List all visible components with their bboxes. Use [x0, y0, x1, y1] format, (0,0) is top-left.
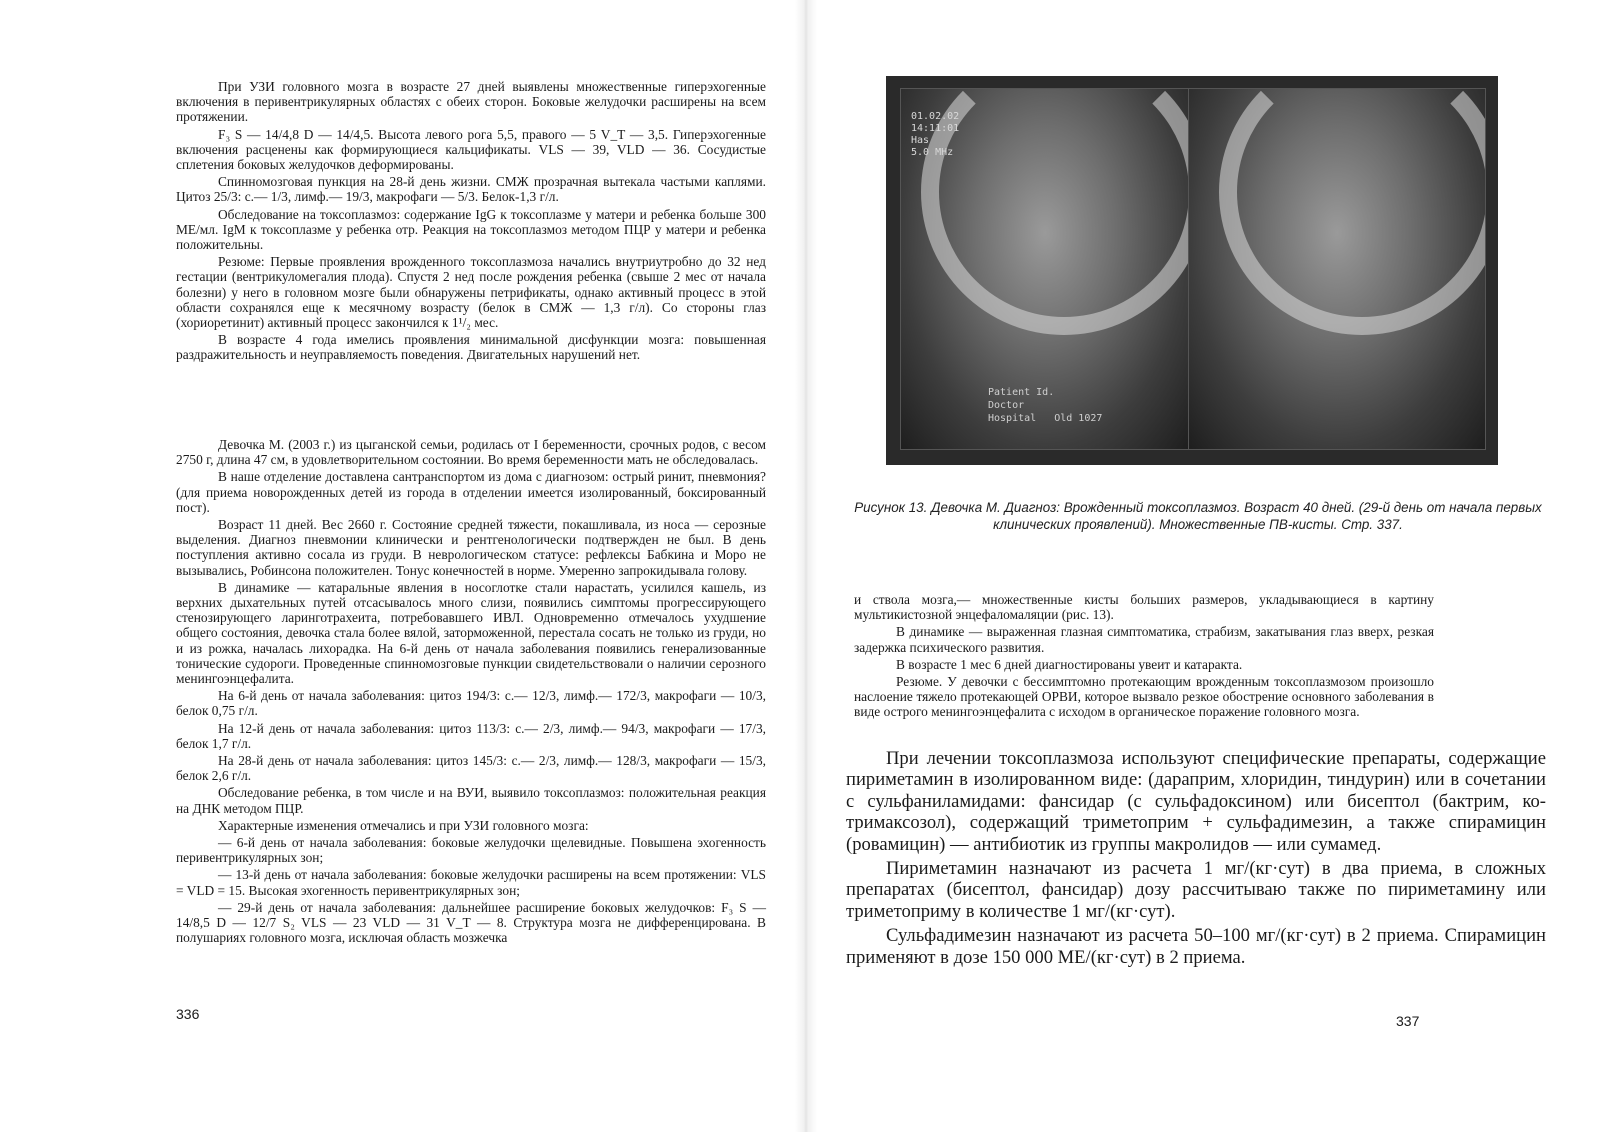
paragraph: — 29-й день от начала заболевания: дальнейшее расширение боковых желудочков: F₃ S — 14/8,5 D — 12/7 S₂ VLS — 23 VLD — 31 V_T — 8. Структура мозга не дифференцирована. В полушариях головного мозга, исключая область мозжечка — [176, 899, 766, 946]
paragraph: Возраст 11 дней. Вес 2660 г. Состояние средней тяжести, покашливала, из носа — серозные выделения. Диагноз пневмонии клинически и рентгенологически подтвержден не был. В день поступления активно сосала из груди. В неврологическом статусе: рефлексы Бабкина и Моро не вызывались, Робинсона положителен. Тонус конечностей в норме. Умеренно запрокидывала голову. — [176, 517, 766, 578]
ultrasound-arc — [921, 88, 1190, 335]
page-number-right: 337 — [1396, 1013, 1420, 1029]
treatment-text — [846, 748, 1546, 971]
page-number-left: 336 — [176, 1006, 200, 1022]
paragraph: В наше отделение доставлена сантранспортом из дома с диагнозом: острый ринит, пневмония? (для приема новорожденных детей из города в отделении имеется изолированный, боксированный пост). — [176, 469, 766, 515]
paragraph: и ствола мозга,— множественные кисты больших размеров, укладывающиеся в картину мультикистозной энцефаломаляции (рис. 13). — [854, 592, 1434, 623]
case-text-block-2 — [176, 437, 766, 948]
ultrasound-figure — [886, 76, 1498, 465]
paragraph: В динамике — катаральные явления в носоглотке стали нарастать, усилился кашель, из верхних дыхательных путей отсасывалось много слизи, появились симптомы прогрессирующего стенозирующего ларинготрахеита, потребовавшего ИВЛ. Одновременно отмечалось ухудшение общего состояния, девочка стала более вялой, заторможенной, перестала сосать не только из груди, но и из рожка, началась лихорадка. На 6-й день от начала заболевания появились генерализованные тонические судороги. Проведенные спинномозговые пункции свидетельствовали о наличии серозного менингоэнцефалита. — [176, 579, 766, 687]
paragraph: Пириметамин назначают из расчета 1 мг/(кг·сут) в два приема, в сложных препаратах (бисептол, фансидар) дозу рассчитываю также по пириметамину или триметоприму в количестве 1 мг/(кг·сут). — [846, 858, 1546, 922]
paragraph: В возрасте 4 года имелись проявления минимальной дисфункции мозга: повышенная раздражительность и неуправляемость поведения. Двигательных нарушений нет. — [176, 332, 766, 363]
paragraph: На 12-й день от начала заболевания: цитоз 113/3: с.— 2/3, лимф.— 94/3, макрофаги — 17/3, белок 1,7 г/л. — [176, 720, 766, 751]
paragraph: В возрасте 1 мес 6 дней диагностированы увеит и катаракта. — [896, 656, 1243, 672]
paragraph: Резюме. У девочки с бессимптомно протекающим врожденным токсоплазмозом произошло наслоение тяжело протекающей ОРВИ, которое вызвало резкое обострение основного заболевания в виде острого менингоэнцефалита с исходом в органическое поражение головного мозга. — [854, 674, 1434, 720]
paragraph: Сульфадимезин назначают из расчета 50–100 мг/(кг·сут) в 2 приема. Спирамицин применяют в дозе 150 000 МЕ/(кг·сут) в 2 приема. — [846, 925, 1546, 968]
paragraph: Девочка М. (2003 г.) из цыганской семьи, родилась от I беременности, срочных родов, с весом 2750 г, длина 47 см, в удовлетворительном состоянии. Во время беременности мать не обследовалась. — [176, 437, 766, 468]
paragraph: На 28-й день от начала заболевания: цитоз 145/3: с.— 2/3, лимф.— 128/3, макрофаги — 15/3, белок 2,6 г/л. — [176, 753, 766, 784]
case-text-block-3 — [854, 592, 1434, 722]
case-text-block-1 — [176, 79, 766, 365]
paragraph: Резюме: Первые проявления врожденного токсоплазмоза начались внутриутробно до 32 нед гестации (вентрикуломегалия плода). Спустя 2 нед после рождения ребенка (свыше 2 мес от начала болезни) у него в головном мозге были обнаружены петрификаты, однако активный процесс в этой области сохранялся еще к месячному возрасту (белок в СМЖ — 1,3 г/л). Со стороны глаз (хориоретинит) активный процесс закончился к 1¹/₂ мес. — [176, 254, 766, 331]
paragraph: Обследование ребенка, в том числе и на ВУИ, выявило токсоплазмоз: положительная реакция на ДНК методом ПЦР. — [176, 785, 766, 816]
paragraph: — 6-й день от начала заболевания: боковые желудочки щелевидные. Повышена эхогенность перивентрикулярных зон; — [176, 835, 766, 866]
ultrasound-arc — [1219, 88, 1486, 335]
paragraph: Спинномозговая пункция на 28-й день жизни. СМЖ прозрачная вытекала частыми каплями. Цитоз 25/3: с.— 1/3, лимф.— 19/3, макрофаги — 5/3. Белок-1,3 г/л. — [176, 174, 766, 205]
paragraph: F₃ S — 14/4,8 D — 14/4,5. Высота левого рога 5,5, правого — 5 V_T — 3,5. Гиперэхогенные включения расценены как формирующиеся кальцификаты. VLS — 39, VLD — 36. Сосудистые сплетения боковых желудочков деформированы. — [176, 126, 766, 173]
paragraph: При лечении токсоплазмоза используют специфические препараты, содержащие пириметамин в изолированном виде: (дараприм, хлоридин, тиндурин) или в сочетании с сульфаниламидами: фансидар (с сульфадоксином) или бисептол (бактрим, ко-тримаксозол), содержащий триметоприм + сульфадимезин, а также спирамицин (ровамицин) — антибиотик из группы макролидов — или сумамед. — [846, 748, 1546, 855]
ultrasound-patient-info: Patient Id. Doctor Hospital Old 1027 — [988, 387, 1103, 424]
paragraph: В динамике — выраженная глазная симптоматика, страбизм, закатывания глаз вверх, резкая задержка психического развития. — [854, 624, 1434, 655]
paragraph: — 13-й день от начала заболевания: боковые желудочки расширены на всем протяжении: VLS = VLD = 15. Высокая эхогенность перивентрикулярных зон; — [176, 867, 766, 898]
paragraph: Характерные изменения отмечались и при УЗИ головного мозга: — [218, 817, 589, 833]
right-page — [810, 0, 1600, 1132]
ultrasound-overlay-text: 01.02.02 14:11:01 Has 5.0 MHz — [911, 111, 960, 158]
paragraph: Обследование на токсоплазмоз: содержание IgG к токсоплазме у матери и ребенка больше 300 МЕ/мл. IgM к токсоплазме у ребенка отр. Реакция на токсоплазмоз методом ПЦР у матери и ребенка положительны. — [176, 206, 766, 253]
paragraph: На 6-й день от начала заболевания: цитоз 194/3: с.— 12/3, лимф.— 172/3, макрофаги — 10/3, белок 0,75 г/л. — [176, 688, 766, 719]
figure-caption: Рисунок 13. Девочка М. Диагноз: Врожденный токсоплазмоз. Возраст 40 дней. (29-й день от начала первых клинических проявлений). Множественные ПВ-кисты. Стр. 337. — [854, 500, 1542, 532]
ultrasound-scan-right — [1188, 88, 1486, 450]
paragraph: При УЗИ головного мозга в возрасте 27 дней выявлены множественные гиперэхогенные включения в перивентрикулярных областях с обеих сторон. Боковые желудочки расширены на всем протяжении. — [176, 79, 766, 125]
